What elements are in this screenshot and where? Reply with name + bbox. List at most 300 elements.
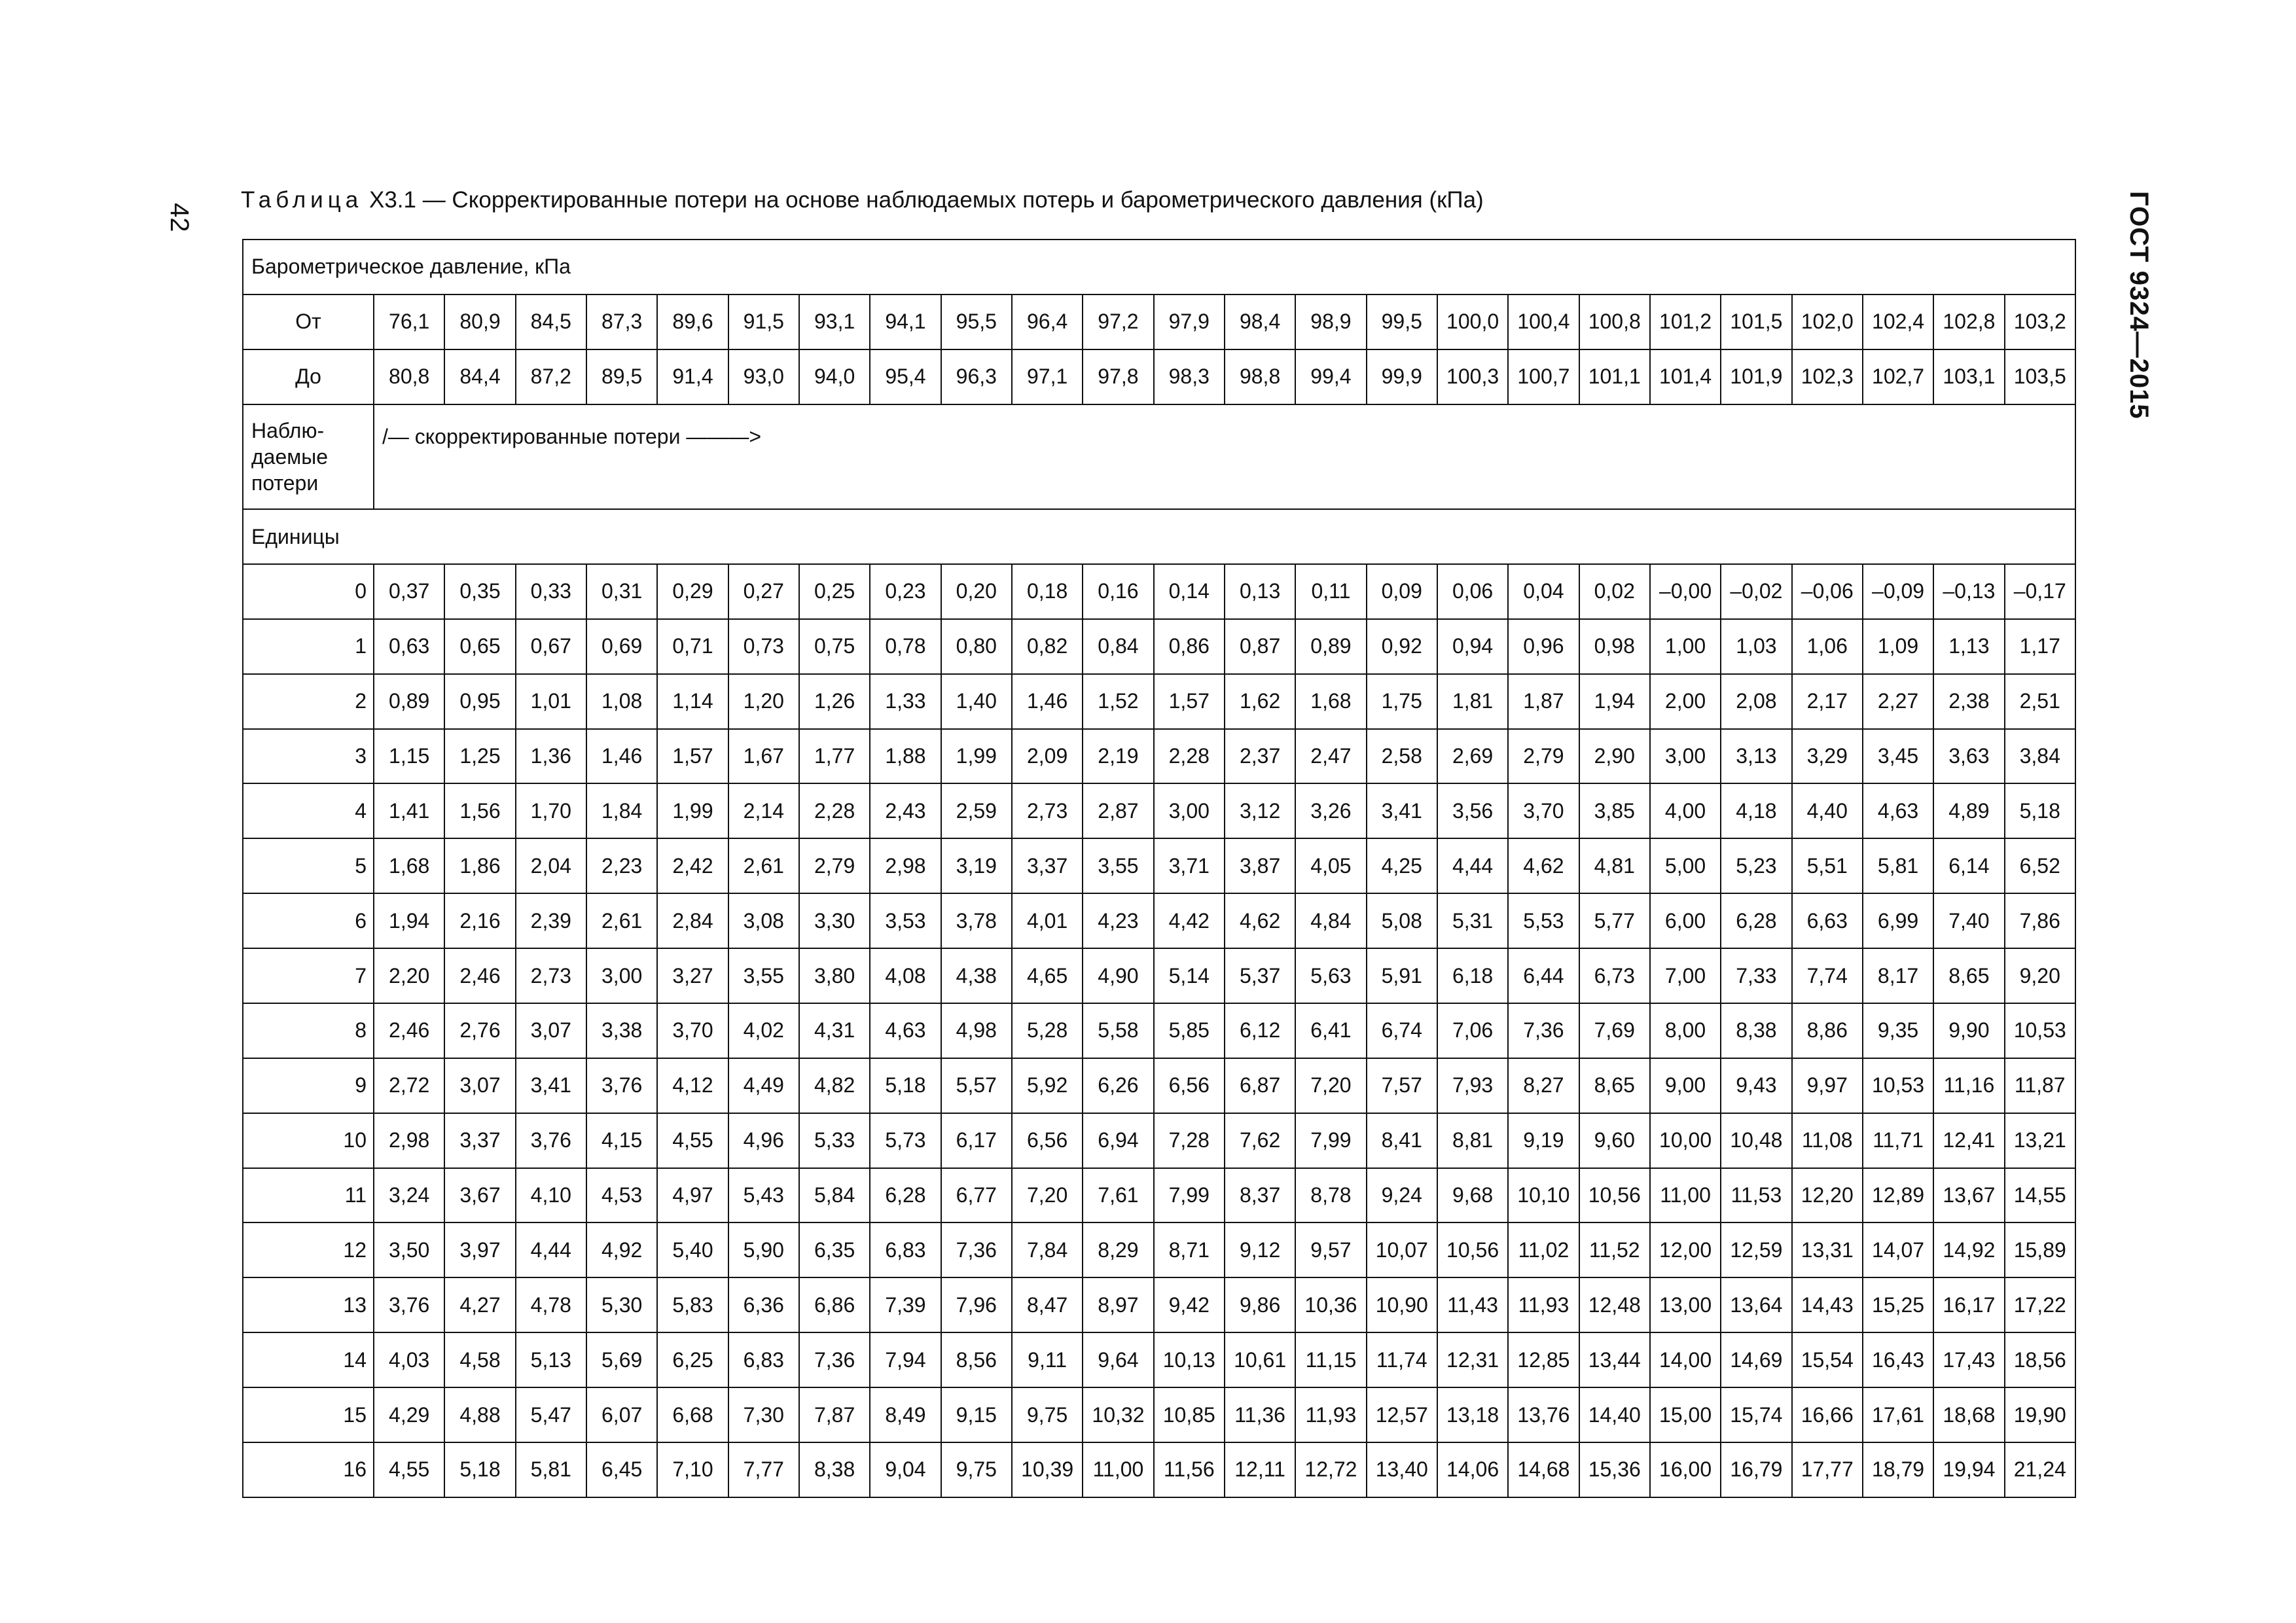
corrected-loss-cell: 6,63 [1792,893,1863,948]
table-caption [241,187,1484,213]
corrected-loss-cell: 13,21 [2005,1113,2075,1168]
corrected-loss-cell: 12,59 [1721,1222,1791,1277]
corrected-loss-cell: 2,87 [1083,783,1153,838]
corrected-loss-cell: 12,89 [1863,1168,1933,1223]
corrected-loss-cell: 3,71 [1154,838,1225,893]
corrected-loss-cell: 4,65 [1012,948,1083,1003]
corrected-loss-cell: 4,05 [1295,838,1366,893]
corrected-loss-cell: 11,16 [1933,1058,2004,1113]
corrected-loss-cell: 5,18 [444,1442,515,1497]
corrected-loss-cell: 4,08 [870,948,941,1003]
corrected-loss-cell: 10,39 [1012,1442,1083,1497]
corrected-loss-cell: 2,61 [728,838,799,893]
corrected-loss-cell: 0,06 [1437,564,1508,619]
corrected-loss-cell: 4,88 [444,1387,515,1442]
table-row [243,674,2075,729]
corrected-loss-cell: 0,63 [374,619,444,674]
corrected-loss-cell: 4,58 [444,1332,515,1387]
corrected-loss-cell: 1,01 [516,674,586,729]
corrected-loss-cell: 2,08 [1721,674,1791,729]
corrected-loss-cell: 17,22 [2005,1277,2075,1332]
corrected-loss-cell: 2,39 [516,893,586,948]
corrected-loss-cell: 4,44 [1437,838,1508,893]
corrected-loss-cell: 5,90 [728,1222,799,1277]
corrected-loss-cell: 9,04 [870,1442,941,1497]
to-value: 99,4 [1295,349,1366,404]
corrected-loss-cell: 12,11 [1225,1442,1295,1497]
to-value: 98,3 [1154,349,1225,404]
corrected-loss-cell: 0,95 [444,674,515,729]
unit-value: 3 [243,729,374,784]
from-row [243,294,2075,349]
corrected-loss-cell: 10,48 [1721,1113,1791,1168]
corrected-loss-cell: 6,68 [657,1387,728,1442]
corrected-loss-cell: 1,17 [2005,619,2075,674]
corrected-loss-cell: 4,63 [1863,783,1933,838]
corrected-loss-cell: 3,63 [1933,729,2004,784]
corrected-loss-cell: 0,25 [799,564,870,619]
corrected-loss-cell: 3,55 [1083,838,1153,893]
to-value: 95,4 [870,349,941,404]
corrected-loss-cell: 0,14 [1154,564,1225,619]
corrected-loss-cell: 5,13 [516,1332,586,1387]
corrected-loss-cell: 9,12 [1225,1222,1295,1277]
corrected-loss-cell: 10,07 [1367,1222,1437,1277]
corrected-loss-cell: 7,84 [1012,1222,1083,1277]
corrected-loss-cell: 3,70 [657,1003,728,1058]
corrected-loss-cell: 0,09 [1367,564,1437,619]
to-value: 101,9 [1721,349,1791,404]
corrected-loss-cell: 11,52 [1579,1222,1650,1277]
corrected-loss-cell: –0,17 [2005,564,2075,619]
corrected-loss-cell: 12,48 [1579,1277,1650,1332]
corrected-loss-cell: 0,80 [941,619,1012,674]
from-value: 96,4 [1012,294,1083,349]
corrected-loss-cell: 14,00 [1650,1332,1721,1387]
from-value: 89,6 [657,294,728,349]
corrected-loss-cell: 0,37 [374,564,444,619]
corrected-loss-cell: 11,08 [1792,1113,1863,1168]
corrected-loss-cell: 7,36 [941,1222,1012,1277]
from-value: 98,4 [1225,294,1295,349]
corrected-loss-cell: 5,85 [1154,1003,1225,1058]
corrected-loss-cell: 1,88 [870,729,941,784]
corrected-loss-cell: 0,71 [657,619,728,674]
corrected-loss-cell: 1,68 [374,838,444,893]
from-value: 76,1 [374,294,444,349]
corrected-loss-cell: 2,69 [1437,729,1508,784]
corrected-loss-cell: 7,93 [1437,1058,1508,1113]
corrected-loss-cell: 3,53 [870,893,941,948]
table-row [243,1222,2075,1277]
corrected-loss-cell: 11,00 [1083,1442,1153,1497]
corrected-loss-cell: 3,12 [1225,783,1295,838]
corrected-loss-cell: 11,43 [1437,1277,1508,1332]
corrected-loss-cell: 13,76 [1508,1387,1579,1442]
corrected-loss-cell: 3,78 [941,893,1012,948]
corrected-loss-cell: 2,43 [870,783,941,838]
corrected-loss-cell: 9,19 [1508,1113,1579,1168]
corrected-loss-cell: 8,65 [1579,1058,1650,1113]
corrected-loss-cell: 7,30 [728,1387,799,1442]
observed-label: Наблю- даемые потери [243,404,374,509]
corrected-loss-cell: 5,14 [1154,948,1225,1003]
corrected-loss-cell: 4,62 [1508,838,1579,893]
corrected-loss-cell: 15,74 [1721,1387,1791,1442]
corrected-loss-cell: 2,47 [1295,729,1366,784]
to-value: 99,9 [1367,349,1437,404]
corrected-loss-cell: 2,38 [1933,674,2004,729]
corrected-loss-cell: 2,90 [1579,729,1650,784]
corrected-loss-cell: 0,27 [728,564,799,619]
corrected-loss-cell: 12,41 [1933,1113,2004,1168]
corrected-loss-cell: 3,76 [374,1277,444,1332]
corrected-loss-cell: 9,42 [1154,1277,1225,1332]
corrected-loss-cell: 3,55 [728,948,799,1003]
corrected-loss-cell: 0,89 [1295,619,1366,674]
to-value: 102,3 [1792,349,1863,404]
corrected-loss-cell: 5,31 [1437,893,1508,948]
corrected-loss-cell: 2,73 [1012,783,1083,838]
corrected-loss-cell: 9,97 [1792,1058,1863,1113]
corrected-loss-cell: 2,46 [374,1003,444,1058]
corrected-loss-cell: 7,00 [1650,948,1721,1003]
corrected-loss-cell: 1,87 [1508,674,1579,729]
corrected-loss-cell: 13,64 [1721,1277,1791,1332]
corrected-loss-cell: 4,98 [941,1003,1012,1058]
pressure-header: Барометрическое давление, кПа [243,240,2075,294]
corrected-loss-cell: 1,62 [1225,674,1295,729]
corrected-loss-cell: 0,65 [444,619,515,674]
unit-value: 15 [243,1387,374,1442]
corrected-loss-cell: 1,99 [657,783,728,838]
to-value: 89,5 [586,349,657,404]
units-row [243,509,2075,564]
corrected-loss-cell: 10,56 [1437,1222,1508,1277]
corrected-loss-cell: 3,80 [799,948,870,1003]
corrected-loss-cell: 2,19 [1083,729,1153,784]
corrected-loss-cell: 5,69 [586,1332,657,1387]
corrected-loss-cell: 10,61 [1225,1332,1295,1387]
corrected-loss-cell: 6,28 [870,1168,941,1223]
corrected-loss-cell: 0,29 [657,564,728,619]
corrected-loss-cell: 12,31 [1437,1332,1508,1387]
corrected-loss-cell: 5,81 [516,1442,586,1497]
corrected-loss-cell: 1,94 [1579,674,1650,729]
corrected-loss-cell: 11,02 [1508,1222,1579,1277]
corrected-loss-cell: 5,92 [1012,1058,1083,1113]
corrected-loss-cell: 9,57 [1295,1222,1366,1277]
to-value: 102,7 [1863,349,1933,404]
corrected-loss-cell: 0,87 [1225,619,1295,674]
table-row [243,1442,2075,1497]
corrected-loss-cell: 2,46 [444,948,515,1003]
corrected-loss-cell: 6,17 [941,1113,1012,1168]
corrected-loss-cell: 13,67 [1933,1168,2004,1223]
to-value: 87,2 [516,349,586,404]
unit-value: 9 [243,1058,374,1113]
corrected-loss-cell: 8,38 [1721,1003,1791,1058]
corrected-loss-cell: 9,86 [1225,1277,1295,1332]
corrected-loss-cell: 16,43 [1863,1332,1933,1387]
corrected-loss-cell: 10,10 [1508,1168,1579,1223]
corrected-loss-cell: 3,70 [1508,783,1579,838]
corrected-loss-cell: 14,07 [1863,1222,1933,1277]
unit-value: 1 [243,619,374,674]
corrected-loss-cell: 4,38 [941,948,1012,1003]
corrected-loss-cell: 6,94 [1083,1113,1153,1168]
observed-row [243,404,2075,509]
table-row [243,783,2075,838]
page-number: 42 [165,203,194,232]
corrected-loss-cell: 3,37 [444,1113,515,1168]
corrected-loss-cell: 21,24 [2005,1442,2075,1497]
corrected-loss-cell: 0,13 [1225,564,1295,619]
corrected-loss-cell: 0,78 [870,619,941,674]
corrected-loss-cell: 1,26 [799,674,870,729]
corrected-loss-cell: 0,16 [1083,564,1153,619]
corrected-loss-cell: 16,17 [1933,1277,2004,1332]
corrected-loss-cell: 14,55 [2005,1168,2075,1223]
corrected-loss-cell: 14,68 [1508,1442,1579,1497]
corrected-loss-cell: 15,00 [1650,1387,1721,1442]
table-row [243,1058,2075,1113]
corrected-loss-cell: 5,84 [799,1168,870,1223]
corrected-loss-cell: 4,78 [516,1277,586,1332]
corrected-loss-cell: 11,87 [2005,1058,2075,1113]
corrected-loss-cell: 2,98 [374,1113,444,1168]
corrected-loss-cell: 1,09 [1863,619,1933,674]
corrected-loss-cell: 11,15 [1295,1332,1366,1387]
corrected-loss-cell: 2,59 [941,783,1012,838]
from-value: 101,5 [1721,294,1791,349]
corrected-loss-cell: 7,61 [1083,1168,1153,1223]
to-value: 100,7 [1508,349,1579,404]
unit-value: 0 [243,564,374,619]
corrected-loss-cell: 8,37 [1225,1168,1295,1223]
corrected-loss-cell: 4,00 [1650,783,1721,838]
table-row [243,729,2075,784]
corrected-loss-cell: 8,86 [1792,1003,1863,1058]
from-value: 98,9 [1295,294,1366,349]
table-row [243,893,2075,948]
corrected-loss-cell: 5,40 [657,1222,728,1277]
corrected-loss-cell: 7,20 [1295,1058,1366,1113]
corrected-loss-cell: 19,94 [1933,1442,2004,1497]
corrected-loss-cell: 1,75 [1367,674,1437,729]
corrected-loss-cell: –0,00 [1650,564,1721,619]
corrected-loss-cell: 1,03 [1721,619,1791,674]
corrected-loss-cell: 3,41 [1367,783,1437,838]
corrected-loss-cell: 12,20 [1792,1168,1863,1223]
corrected-loss-cell: 11,71 [1863,1113,1933,1168]
corrected-loss-cell: 4,12 [657,1058,728,1113]
unit-value: 2 [243,674,374,729]
table-row [243,1168,2075,1223]
from-value: 99,5 [1367,294,1437,349]
corrected-loss-cell: 0,94 [1437,619,1508,674]
corrected-loss-cell: 2,09 [1012,729,1083,784]
corrected-loss-cell: 8,38 [799,1442,870,1497]
corrected-loss-cell: 10,00 [1650,1113,1721,1168]
corrected-loss-cell: 12,85 [1508,1332,1579,1387]
corrected-loss-cell: 7,62 [1225,1113,1295,1168]
table-row [243,564,2075,619]
unit-value: 14 [243,1332,374,1387]
corrected-loss-cell: 8,00 [1650,1003,1721,1058]
corrected-loss-cell: 2,04 [516,838,586,893]
corrected-loss-cell: 7,94 [870,1332,941,1387]
corrected-loss-cell: 1,52 [1083,674,1153,729]
corrected-loss-cell: 16,79 [1721,1442,1791,1497]
corrected-loss-cell: 8,78 [1295,1168,1366,1223]
to-label: До [243,349,374,404]
corrected-loss-cell: 17,61 [1863,1387,1933,1442]
to-value: 97,8 [1083,349,1153,404]
to-row [243,349,2075,404]
corrected-loss-cell: 2,28 [1154,729,1225,784]
corrected-loss-cell: 9,60 [1579,1113,1650,1168]
corrected-loss-cell: 11,74 [1367,1332,1437,1387]
corrected-loss-cell: 6,35 [799,1222,870,1277]
corrected-loss-cell: –0,06 [1792,564,1863,619]
corrected-loss-cell: 5,91 [1367,948,1437,1003]
corrected-loss-cell: 15,54 [1792,1332,1863,1387]
corrected-loss-cell: 1,46 [1012,674,1083,729]
corrected-loss-cell: 10,85 [1154,1387,1225,1442]
to-value: 96,3 [941,349,1012,404]
corrected-loss-cell: 3,84 [2005,729,2075,784]
caption-prefix: Таблица [241,187,363,213]
from-value: 93,1 [799,294,870,349]
corrected-loss-cell: 16,00 [1650,1442,1721,1497]
corrected-loss-cell: 7,87 [799,1387,870,1442]
corrected-loss-cell: 7,57 [1367,1058,1437,1113]
corrected-loss-cell: –0,02 [1721,564,1791,619]
corrected-loss-cell: 5,83 [657,1277,728,1332]
to-value: 84,4 [444,349,515,404]
corrected-loss-cell: 3,37 [1012,838,1083,893]
document-code: ГОСТ 9324—2015 [2125,191,2153,419]
corrected-loss-cell: 1,86 [444,838,515,893]
corrected-loss-cell: 6,36 [728,1277,799,1332]
corrected-loss-cell: 4,89 [1933,783,2004,838]
corrected-loss-cell: 10,90 [1367,1277,1437,1332]
corrected-loss-cell: 5,73 [870,1113,941,1168]
corrected-loss-cell: –0,09 [1863,564,1933,619]
corrected-loss-cell: 11,53 [1721,1168,1791,1223]
corrected-loss-cell: 15,36 [1579,1442,1650,1497]
corrected-loss-cell: 7,36 [1508,1003,1579,1058]
corrected-loss-cell: 1,13 [1933,619,2004,674]
to-value: 97,1 [1012,349,1083,404]
corrected-loss-cell: 10,36 [1295,1277,1366,1332]
corrected-loss-cell: 0,89 [374,674,444,729]
unit-value: 8 [243,1003,374,1058]
unit-value: 12 [243,1222,374,1277]
corrected-loss-cell: 9,35 [1863,1003,1933,1058]
corrected-loss-cell: 9,15 [941,1387,1012,1442]
corrected-loss-cell: 15,89 [2005,1222,2075,1277]
corrected-loss-cell: 14,43 [1792,1277,1863,1332]
corrected-loss-cell: 6,74 [1367,1003,1437,1058]
corrected-loss-cell: 10,32 [1083,1387,1153,1442]
corrected-loss-cell: 2,72 [374,1058,444,1113]
from-value: 100,0 [1437,294,1508,349]
correction-table [242,239,2076,1498]
table-row [243,619,2075,674]
corrected-loss-cell: 8,71 [1154,1222,1225,1277]
corrected-loss-cell: 6,73 [1579,948,1650,1003]
unit-value: 7 [243,948,374,1003]
corrected-loss-cell: 18,68 [1933,1387,2004,1442]
corrected-loss-cell: 18,56 [2005,1332,2075,1387]
corrected-loss-cell: 5,08 [1367,893,1437,948]
corrected-loss-cell: 3,26 [1295,783,1366,838]
corrected-loss-cell: 3,45 [1863,729,1933,784]
corrected-loss-cell: 8,56 [941,1332,1012,1387]
corrected-loss-cell: 5,37 [1225,948,1295,1003]
corrected-loss-cell: 2,16 [444,893,515,948]
corrected-loss-cell: 6,52 [2005,838,2075,893]
corrected-loss-cell: 0,98 [1579,619,1650,674]
unit-value: 10 [243,1113,374,1168]
corrected-loss-cell: 7,10 [657,1442,728,1497]
corrected-loss-cell: 14,40 [1579,1387,1650,1442]
corrected-loss-cell: 0,18 [1012,564,1083,619]
corrected-loss-cell: 1,56 [444,783,515,838]
corrected-loss-cell: 3,29 [1792,729,1863,784]
corrected-loss-cell: 9,20 [2005,948,2075,1003]
corrected-loss-cell: 3,30 [799,893,870,948]
corrected-loss-cell: 1,77 [799,729,870,784]
corrected-loss-cell: 10,53 [2005,1003,2075,1058]
corrected-loss-cell: 6,56 [1154,1058,1225,1113]
from-value: 87,3 [586,294,657,349]
corrected-loss-cell: 1,06 [1792,619,1863,674]
corrected-loss-cell: 0,69 [586,619,657,674]
corrected-loss-cell: 13,31 [1792,1222,1863,1277]
corrected-loss-cell: 5,33 [799,1113,870,1168]
corrected-loss-cell: 12,00 [1650,1222,1721,1277]
corrected-loss-cell: 3,24 [374,1168,444,1223]
corrected-loss-cell: 14,92 [1933,1222,2004,1277]
to-value: 98,8 [1225,349,1295,404]
corrected-loss-cell: 3,27 [657,948,728,1003]
corrected-loss-cell: 3,41 [516,1058,586,1113]
header-row [243,240,2075,294]
to-value: 91,4 [657,349,728,404]
corrected-loss-cell: 6,99 [1863,893,1933,948]
corrected-loss-cell: 2,20 [374,948,444,1003]
corrected-loss-cell: 8,49 [870,1387,941,1442]
table-row [243,948,2075,1003]
corrected-loss-cell: 4,84 [1295,893,1366,948]
corrected-loss-cell: 9,68 [1437,1168,1508,1223]
corrected-loss-cell: 5,77 [1579,893,1650,948]
corrected-loss-cell: 0,04 [1508,564,1579,619]
table-row [243,1387,2075,1442]
corrected-loss-cell: 9,75 [941,1442,1012,1497]
corrected-loss-cell: 5,47 [516,1387,586,1442]
corrected-loss-cell: 7,74 [1792,948,1863,1003]
unit-value: 6 [243,893,374,948]
corrected-loss-cell: 4,62 [1225,893,1295,948]
corrected-loss-cell: 10,56 [1579,1168,1650,1223]
corrected-loss-cell: 5,30 [586,1277,657,1332]
from-value: 97,2 [1083,294,1153,349]
from-value: 102,8 [1933,294,2004,349]
